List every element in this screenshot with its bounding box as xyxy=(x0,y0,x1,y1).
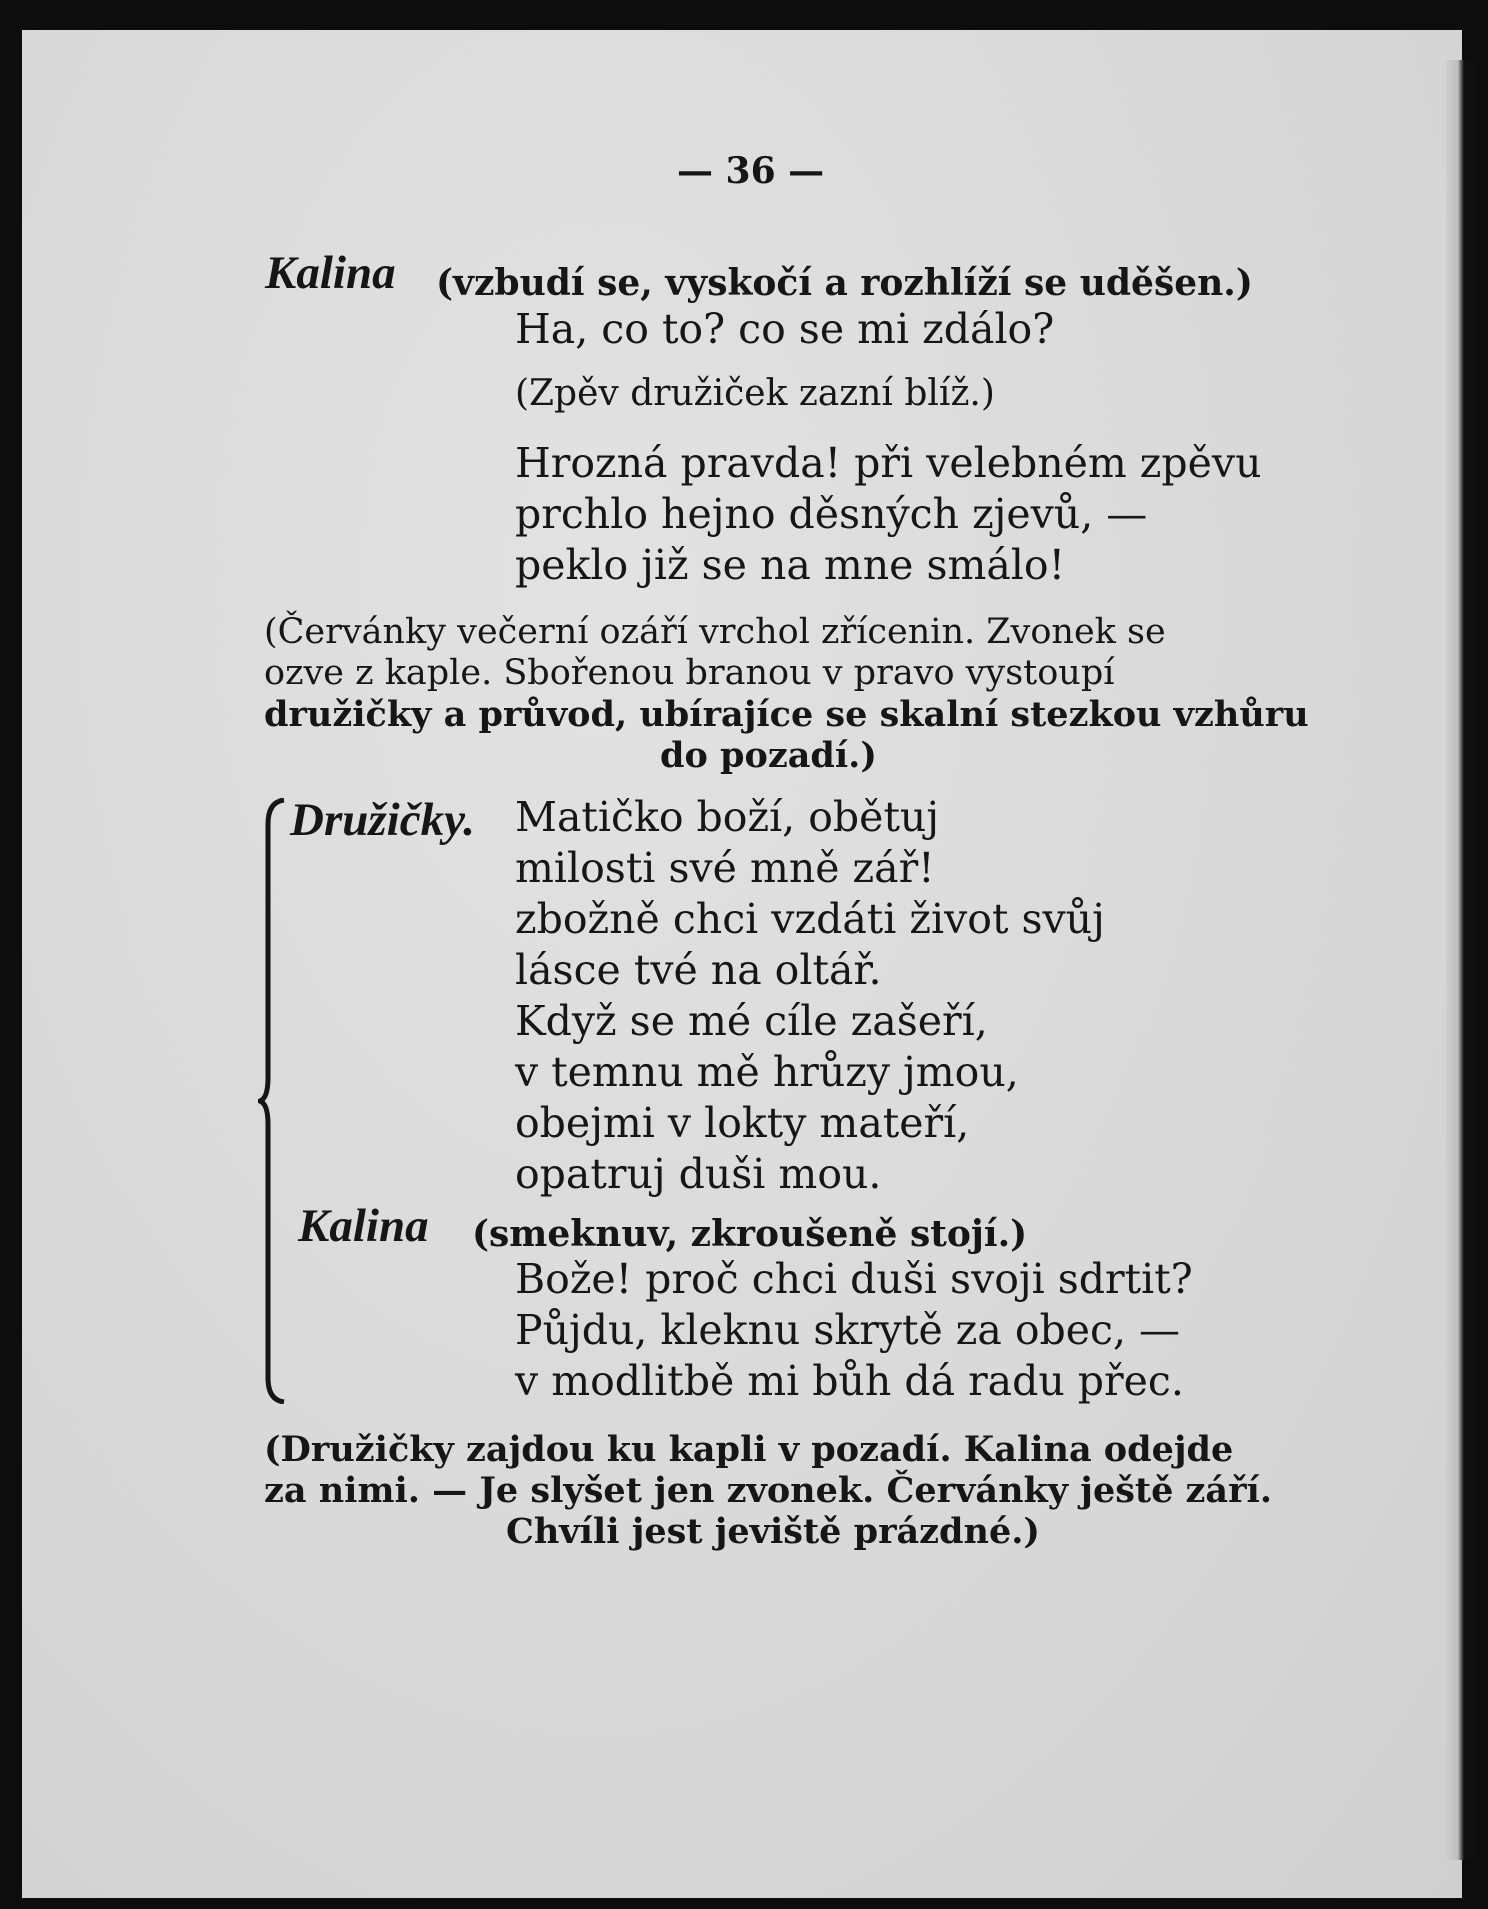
speaker-kalina: Kalina xyxy=(265,247,396,299)
verse-line: zbožně chci vzdáti život svůj xyxy=(515,895,1105,943)
stage-direction: ozve z kaple. Sbořenou branou v pravo vystoupí xyxy=(264,653,1115,693)
page-gutter xyxy=(1446,60,1476,1860)
brace-icon xyxy=(258,798,288,1404)
verse-line: Hrozná pravda! při velebném zpěvu xyxy=(515,439,1262,487)
stage-direction: (vzbudí se, vyskočí a rozhlíží se uděšen.) xyxy=(436,262,1253,304)
verse-line: peklo již se na mne smálo! xyxy=(515,541,1066,589)
speaker-druzicky: Družičky. xyxy=(290,794,475,846)
verse-line: lásce tvé na oltář. xyxy=(515,946,882,994)
stage-direction: Chvíli jest jeviště prázdné.) xyxy=(506,1511,1040,1552)
verse-line: Matičko boží, obětuj xyxy=(515,793,940,841)
verse-line: milosti své mně zář! xyxy=(515,844,935,892)
stage-direction: do pozadí.) xyxy=(660,735,877,776)
stage-direction: za nimi. — Je slyšet jen zvonek. Červánky ještě září. xyxy=(264,1470,1273,1511)
speaker-kalina: Kalina xyxy=(298,1200,429,1252)
page-number: — 36 — xyxy=(677,150,825,192)
verse-line: v modlitbě mi bůh dá radu přec. xyxy=(515,1357,1184,1405)
stage-direction: (Družičky zajdou ku kapli v pozadí. Kalina odejde xyxy=(264,1429,1234,1470)
verse-line: Když se mé cíle zašeří, xyxy=(515,997,988,1045)
verse-line: Bože! proč chci duši svoji sdrtit? xyxy=(515,1255,1193,1303)
stage-direction: (Zpěv družiček zazní blíž.) xyxy=(515,373,995,414)
verse-line: v temnu mě hrůzy jmou, xyxy=(515,1048,1019,1096)
verse-line: obejmi v lokty mateří, xyxy=(515,1099,970,1147)
verse-line: Půjdu, kleknu skrytě za obec, — xyxy=(515,1306,1181,1354)
stage-direction: (smeknuv, zkroušeně stojí.) xyxy=(472,1213,1028,1255)
stage-direction: (Červánky večerní ozáří vrchol zřícenin. Zvonek se xyxy=(264,612,1166,652)
stage-direction: družičky a průvod, ubírajíce se skalní stezkou vzhůru xyxy=(264,694,1309,735)
verse-line: prchlo hejno děsných zjevů, — xyxy=(515,490,1148,538)
verse-line: Ha, co to? co se mi zdálo? xyxy=(515,305,1055,353)
verse-line: opatruj duši mou. xyxy=(515,1150,882,1198)
